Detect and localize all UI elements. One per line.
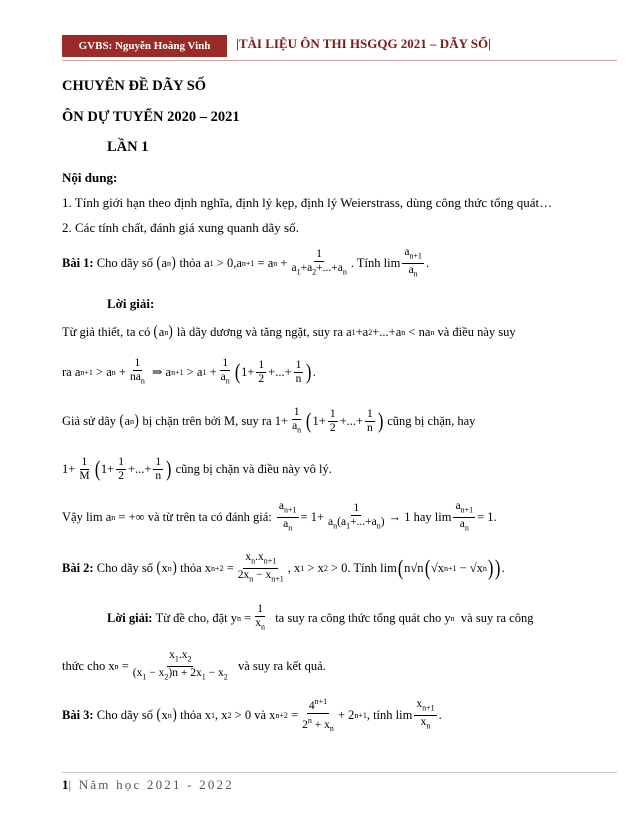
text: . Tính [347,560,378,575]
text: cũng bị chặn và điều này vô lý. [175,461,332,476]
text: ra [62,364,72,379]
text: thỏa [180,707,202,722]
text: và suy ra công [460,610,534,625]
footer-divider [62,772,617,773]
text: Từ giả thiết, ta có [62,324,151,339]
text: cũng bị chặn, hay [387,413,476,428]
footer [62,777,234,793]
content-label: Nội dung: [62,170,118,185]
content-item-1: 1. Tính giới hạn theo định nghĩa, định lý kẹp, định lý Weierstrass, dùng công thức tổng quát… [62,195,553,210]
text: Cho dãy số [96,707,153,722]
solution-2-line-1: Lời giải: Từ đề cho, đặt y n = $\frac{1}{x_n}$ ta suy ra công thức tổng quát cho y n và suy ra công [107,602,534,632]
solution-1-line-3: Giả sử dãy ( a n ) bị chặn trên bởi M, suy ra 1+ $\frac{1}{a_n}$ ( 1+ $\frac{1}{2}$ +...+ $\frac{1}{n}$ ) cũng bị chặn, hay [62,405,476,435]
author-badge: GVBS: Nguyễn Hoàng Vinh [62,35,227,57]
doc-title: CHUYÊN ĐỀ DÃY SỐ [62,78,207,94]
text: và từ trên ta có đánh giá: [147,509,272,524]
problem-1-text: thỏa [179,255,201,270]
text: Cho dãy số [96,560,153,575]
problem-1: Bài 1: Cho dãy số ( a n ) thỏa a 1 > 0,a n+1 = a n + $\frac{1}{a_1+a_2+...+a_n}$ . Tính lim $\frac{a_{n+1}}{a_n}$ . [62,246,430,278]
text: Từ đề cho, đặt [155,610,228,625]
text: là dãy dương và tăng ngặt, suy ra [176,324,343,339]
text: ta suy ra công thức tổng quát cho [275,610,442,625]
text: và suy ra kết quả. [237,658,326,673]
footer-text: | Năm học 2021 - 2022 [68,777,234,792]
text: Vậy [62,509,83,524]
problem-3-label: Bài 3: [62,707,94,722]
problem-3: Bài 3: Cho dãy số ( x n ) thỏa x 1 , x 2 > 0 và x n+2 = $\frac{4^{n+1}}{2^n + x_n}$ + 2 n+1 , tính lim $\frac{x_{n+1}}{x_n}$ . [62,697,442,733]
text: bị chặn trên bởi M, suy ra [142,413,272,428]
header-divider [62,60,617,61]
solution-1-line-2: ra a n+1 > a n + $\frac{1}{na_n}$ ⇒ a n+1 > a 1 + $\frac{1}{a_n}$ ( 1+ $\frac{1}{2}$ +...+ $\frac{1}{n}$ ) . [62,356,316,386]
problem-2-label: Bài 2: [62,560,94,575]
text: và [254,707,267,722]
content-item-2: 2. Các tính chất, đánh giá xung quanh dãy số. [62,220,299,235]
text: và điều này suy [437,324,516,339]
text: , tính [366,707,393,722]
doc-round: LẦN 1 [107,139,149,155]
solution-2-label: Lời giải: [107,610,153,625]
text: thỏa [180,560,202,575]
text: Giả sử dãy [62,413,116,428]
page-number: 1 [62,777,69,792]
solution-2-line-2: thức cho x n = $\frac{x_1.x_2}{(x_1 - x_2)n + 2x_1 - x_2}$ và suy ra kết quả. [62,649,326,681]
solution-1-line-5: Vậy lim a n = +∞ và từ trên ta có đánh giá: $\frac{a_{n+1}}{a_n}$ = 1+ $\frac{1}{a_n(a_1+...+a_n)}$ → 1 hay lim $\frac{a_{n+1}}{a_n}$ = 1. [62,500,497,532]
problem-1-text: . Tính [350,255,381,270]
solution-1-line-1: Từ giả thiết, ta có ( a n ) là dãy dương và tăng ngặt, suy ra a 1 +a 2 +...+a n < na n và điều này suy [62,323,516,340]
solution-1-line-4: 1+ $\frac{1}{M}$ ( 1+ $\frac{1}{2}$ +...+ $\frac{1}{n}$ ) cũng bị chặn và điều này vô lý. [62,455,332,482]
problem-1-text: Cho dãy số [96,255,153,270]
text: thức cho [62,658,106,673]
header-title: |TÀI LIỆU ÔN THI HSGQG 2021 – DÃY SỐ| [236,36,491,51]
text: hay [413,509,432,524]
problem-1-label: Bài 1: [62,255,94,270]
problem-2: Bài 2: Cho dãy số ( x n ) thỏa x n+2 = $\frac{x_n.x_{n+1}}{2x_n - x_{n+1}}$ , x 1 > x 2 > 0 . Tính lim ( n√n ( √x n+1 − √x n ) ) . [62,551,505,583]
solution-1-label: Lời giải: [107,296,155,311]
doc-subtitle: ÔN DỰ TUYỂN 2020 – 2021 [62,109,240,125]
